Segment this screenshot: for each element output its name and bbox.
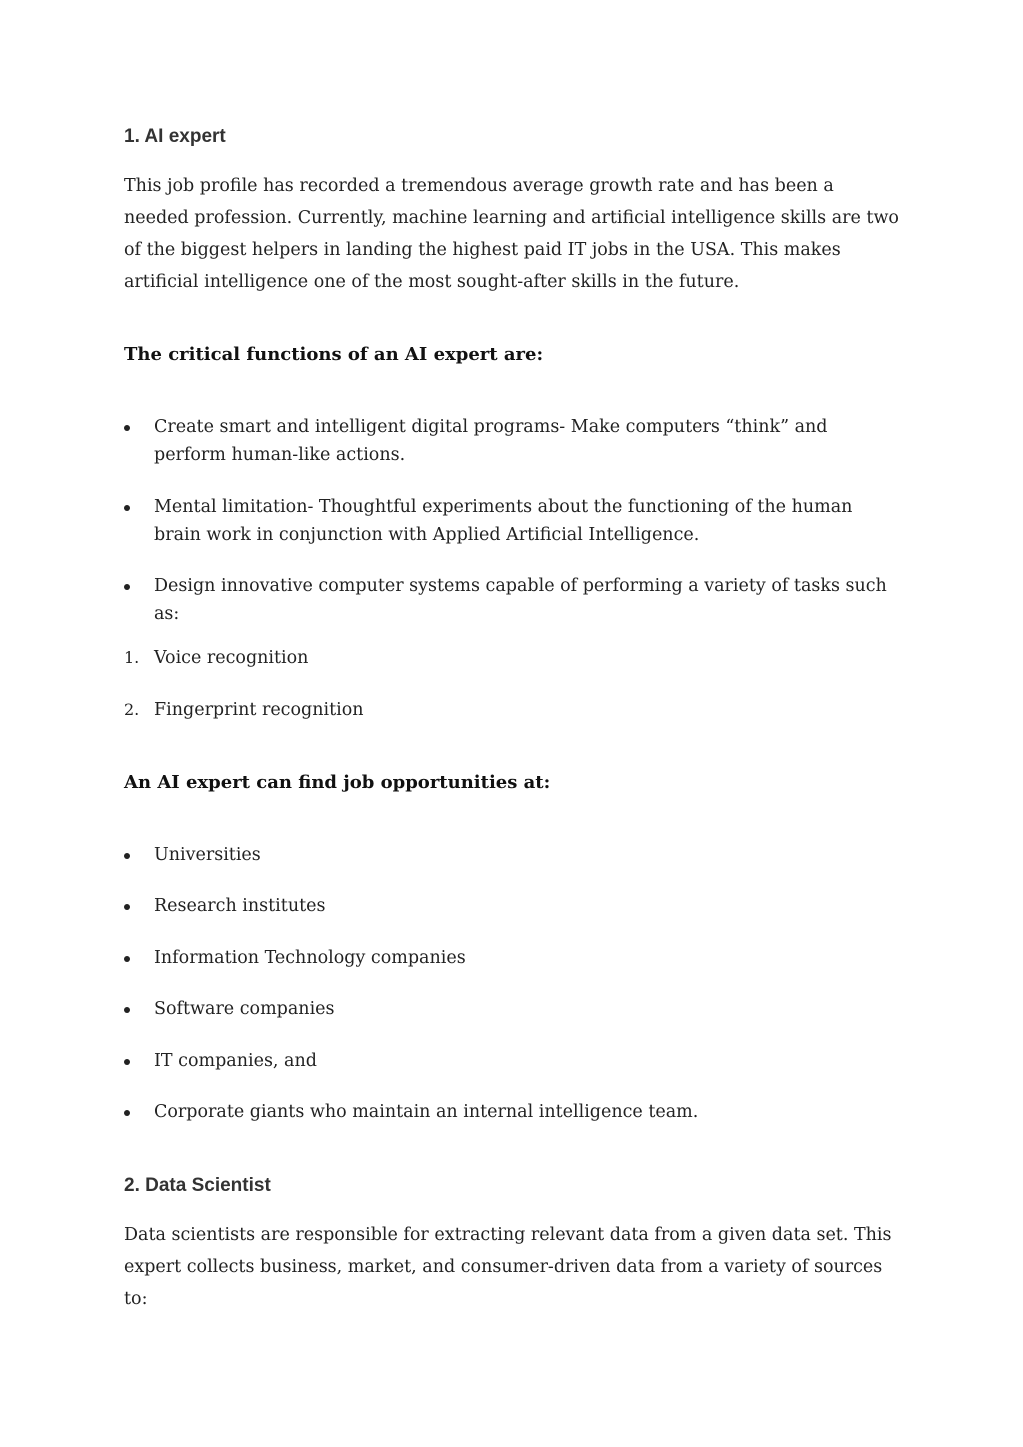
ai-opportunities-heading: An AI expert can find job opportunities at:	[124, 772, 551, 793]
list-item-text: Design innovative computer systems capable of performing a variety of tasks such as:	[154, 576, 887, 624]
list-item	[124, 892, 904, 920]
list-item-text: Corporate giants who maintain an internal intelligence team.	[154, 1102, 699, 1122]
ai-expert-intro-paragraph: This job profile has recorded a tremendous average growth rate and has been a needed profession. Currently, machine learning and artificial intelligence skills are two of the biggest helpers in landing the highest paid IT jobs in the USA. This makes artificial intelligence one of the most sought-after skills in the future.	[124, 176, 899, 292]
ai-functions-heading: The critical functions of an AI expert are:	[124, 344, 544, 365]
list-number: 2.	[124, 700, 140, 719]
list-item-text: Create smart and intelligent digital programs- Make computers “think” and perform human-like actions.	[154, 417, 828, 465]
bullet-icon	[124, 853, 130, 859]
list-item	[124, 944, 904, 972]
list-item-text: Research institutes	[154, 896, 326, 916]
list-item-text: Universities	[154, 845, 261, 865]
section-heading-ai-expert: 1. AI expert	[124, 126, 226, 147]
list-item	[124, 572, 904, 628]
bullet-icon	[124, 1059, 130, 1065]
list-number: 1.	[124, 648, 140, 667]
list-item	[124, 995, 904, 1023]
list-item	[124, 1098, 904, 1126]
bullet-icon	[124, 904, 130, 910]
list-item	[124, 493, 904, 549]
bullet-icon	[124, 1110, 130, 1116]
bullet-icon	[124, 505, 130, 511]
list-item-text: Fingerprint recognition	[154, 700, 364, 720]
list-item-text: Mental limitation- Thoughtful experiments about the functioning of the human brain work in conjunction with Applied Artificial Intelligence.	[154, 497, 853, 545]
list-item	[124, 1047, 904, 1075]
numbered-list-item	[124, 696, 904, 724]
bullet-icon	[124, 1007, 130, 1013]
list-item-text: Software companies	[154, 999, 335, 1019]
bullet-icon	[124, 584, 130, 590]
list-item-text: IT companies, and	[154, 1051, 317, 1071]
section-heading-data-scientist: 2. Data Scientist	[124, 1175, 271, 1196]
list-item	[124, 841, 904, 869]
data-scientist-intro-paragraph: Data scientists are responsible for extracting relevant data from a given data set. This expert collects business, market, and consumer-driven data from a variety of sources to:	[124, 1225, 892, 1309]
list-item-text: Voice recognition	[154, 648, 309, 668]
bullet-icon	[124, 425, 130, 431]
bullet-icon	[124, 956, 130, 962]
list-item	[124, 413, 904, 469]
list-item-text: Information Technology companies	[154, 948, 466, 968]
numbered-list-item	[124, 644, 904, 672]
